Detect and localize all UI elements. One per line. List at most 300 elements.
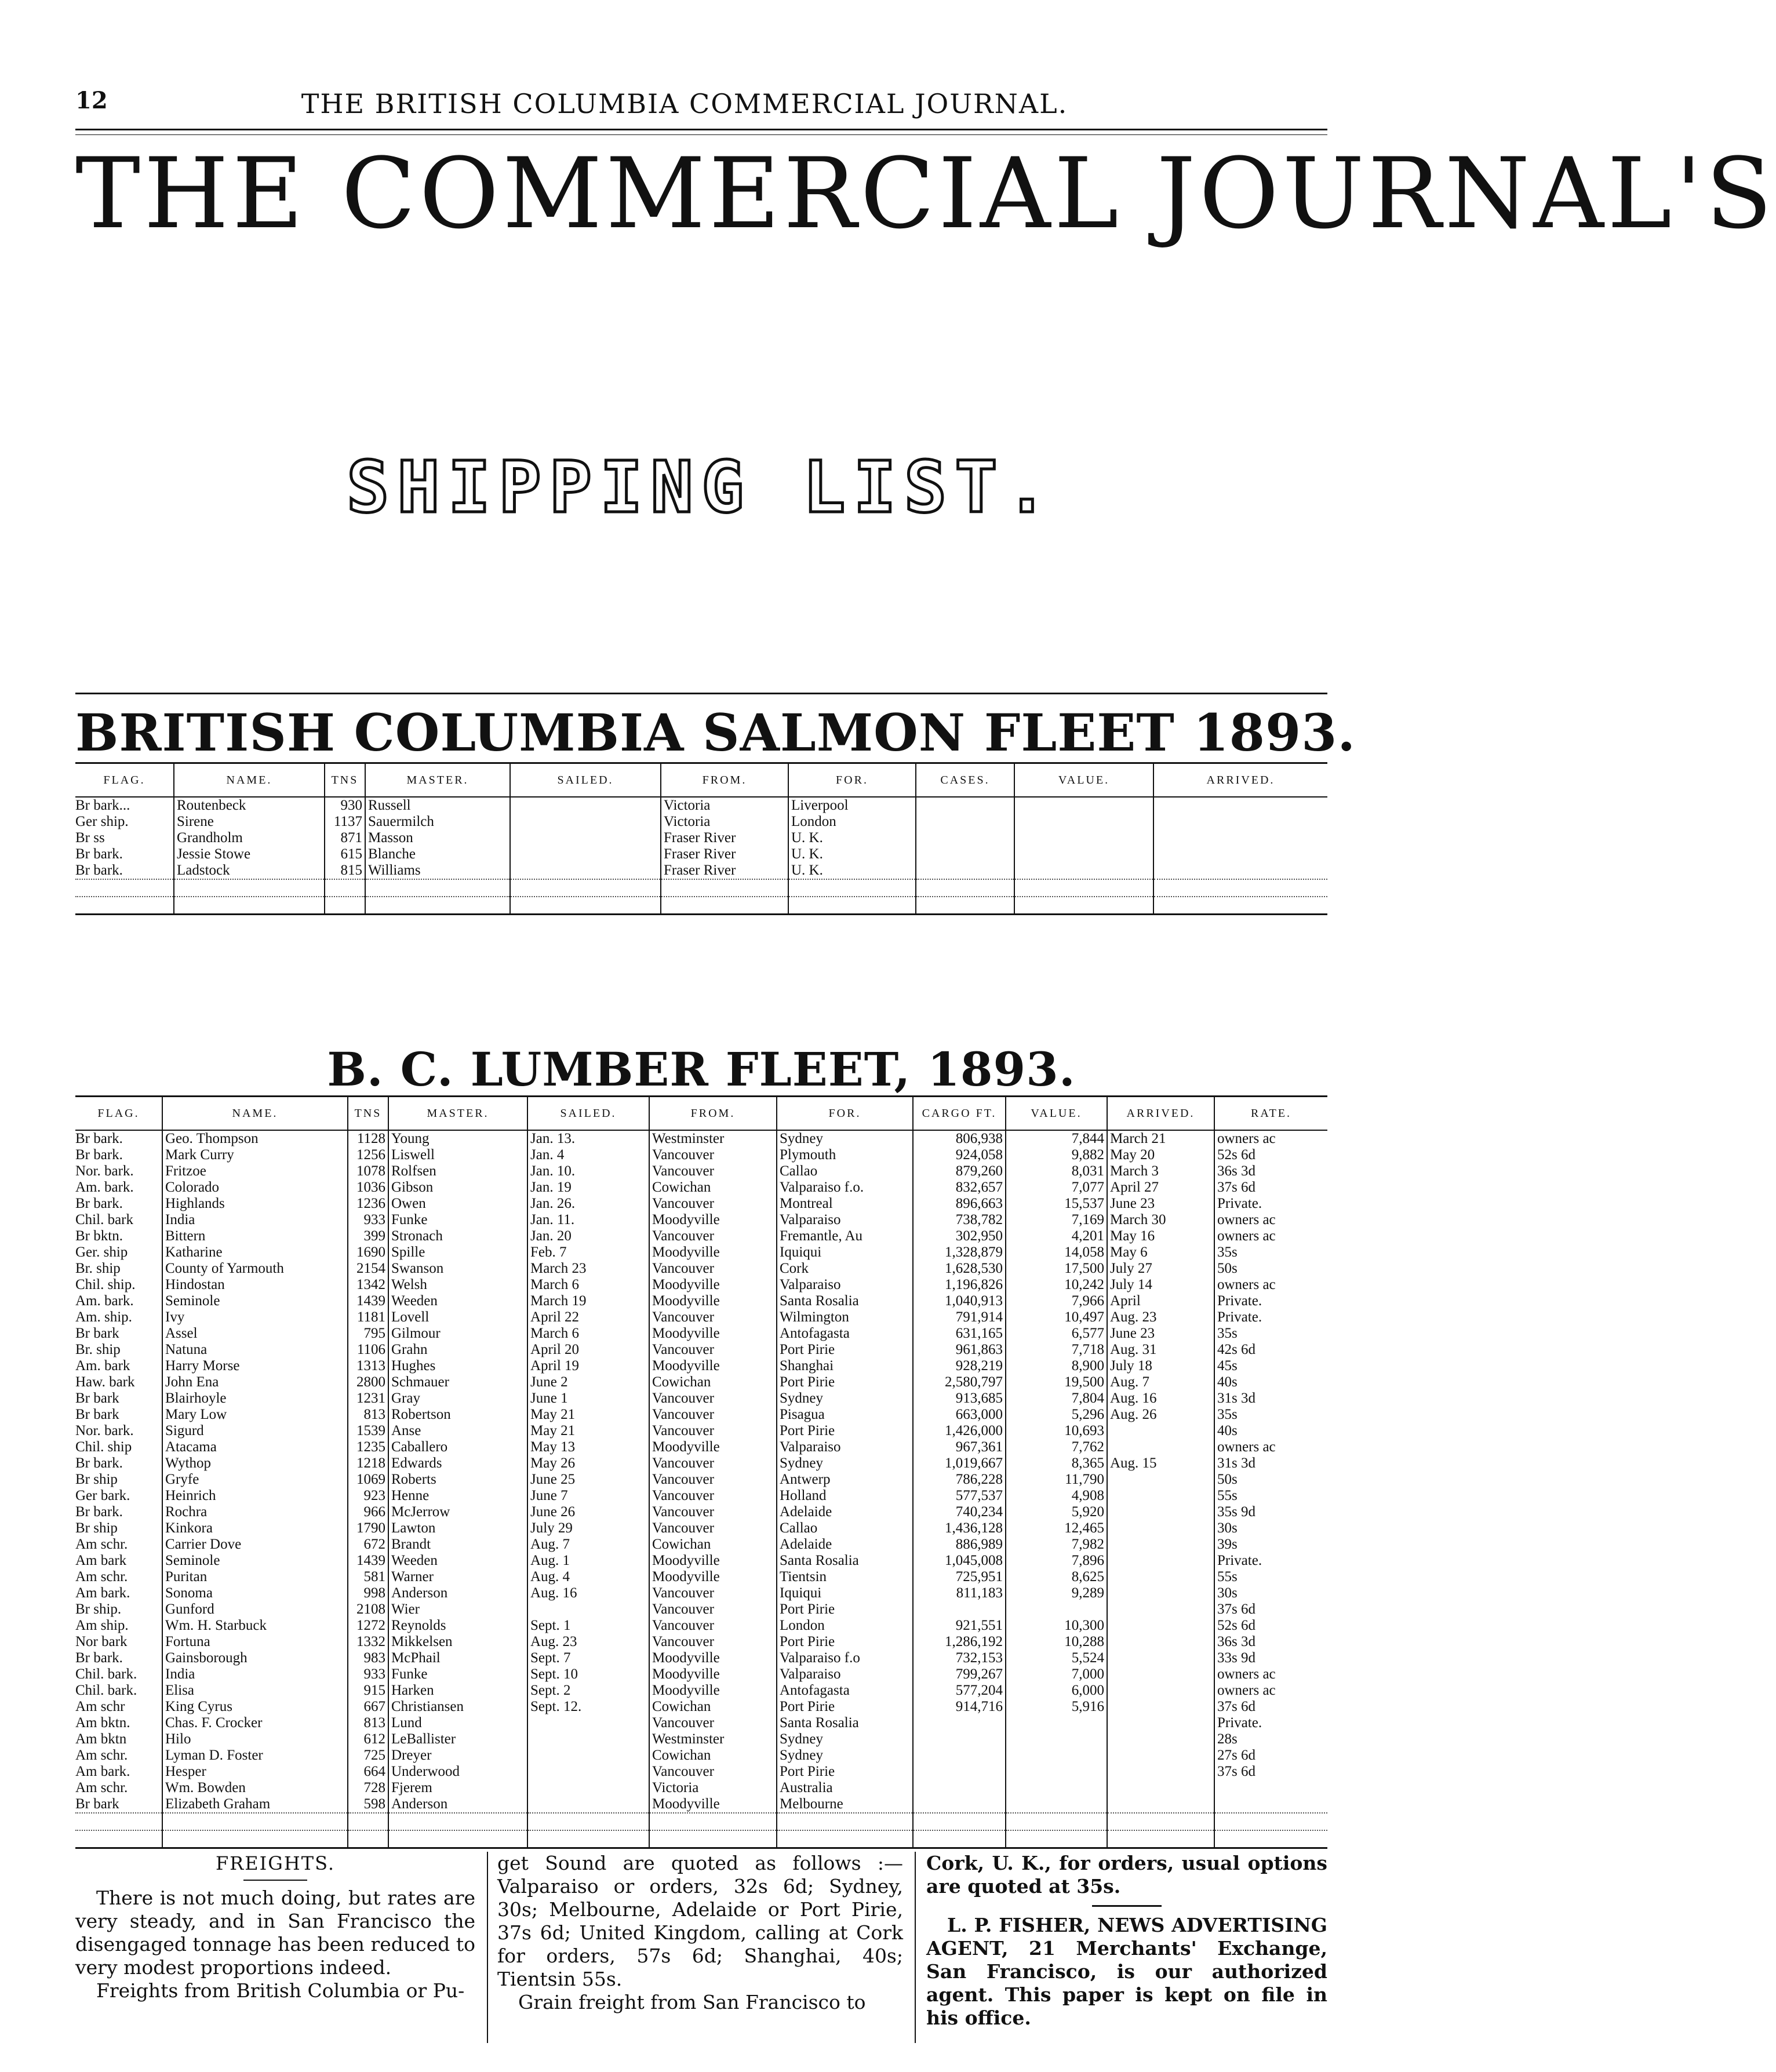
lumber-cell: June 2 [527, 1374, 649, 1390]
salmon-cell: Victoria [661, 814, 788, 830]
salmon-column-header: FLAG. [75, 763, 174, 798]
lumber-cell: 27s 6d [1214, 1747, 1327, 1764]
lumber-cell: May 16 [1107, 1228, 1214, 1244]
lumber-cell: Br bark. [75, 1131, 123, 1146]
lumber-cell: 11,790 [1006, 1472, 1107, 1488]
lumber-cell: Sept. 1 [527, 1618, 649, 1634]
lumber-cell: June 26 [527, 1504, 649, 1520]
lumber-cell: 1,040,913 [913, 1293, 1006, 1309]
lumber-cell: Kinkora [162, 1520, 348, 1536]
lumber-cell: 672 [348, 1536, 388, 1553]
lumber-column-header: MASTER. [388, 1097, 527, 1131]
lumber-cell: Vancouver [649, 1601, 777, 1618]
lumber-cell: Antofagasta [777, 1326, 913, 1342]
lumber-cell: Chil. bark [75, 1212, 133, 1228]
lumber-cell: July 18 [1107, 1358, 1214, 1374]
lumber-cell: Natuna [162, 1342, 348, 1358]
salmon-cell [510, 846, 661, 862]
lumber-cell [1107, 1472, 1214, 1488]
lumber-cell: India [162, 1666, 348, 1683]
freights-heading: FREIGHTS. [215, 1852, 336, 1874]
blank-row [75, 1830, 1327, 1848]
lumber-blank-cell [388, 1830, 527, 1848]
lumber-cell: Br bark [75, 1796, 162, 1813]
lumber-cell: Am ship. [75, 1618, 129, 1633]
salmon-cell [916, 830, 1014, 846]
lumber-cell: March 23 [527, 1261, 649, 1277]
blank-row [75, 879, 1327, 897]
salmon-blank-cell [325, 897, 365, 915]
lumber-cell: Moodyville [649, 1244, 777, 1261]
lumber-cell: 598 [348, 1796, 388, 1813]
table-row [75, 846, 1327, 862]
lumber-cell: Private. [1214, 1553, 1327, 1569]
lumber-cell: 1342 [348, 1277, 388, 1293]
lumber-cell: 2800 [348, 1374, 388, 1390]
lumber-cell: 9,882 [1006, 1147, 1107, 1163]
lumber-cell: 55s [1214, 1488, 1327, 1504]
lumber-cell [913, 1731, 1006, 1747]
lumber-column-header: FLAG. [75, 1097, 162, 1131]
lumber-blank-cell [1006, 1813, 1107, 1830]
lumber-cell: 45s [1214, 1358, 1327, 1374]
lumber-cell: Chas. F. Crocker [162, 1715, 348, 1731]
running-header [0, 87, 1369, 122]
salmon-cell: 930 [325, 797, 365, 814]
lumber-cell: 6,577 [1006, 1326, 1107, 1342]
lumber-cell [913, 1601, 1006, 1618]
lumber-cell: 631,165 [913, 1326, 1006, 1342]
lumber-cell: Sept. 10 [527, 1666, 649, 1683]
salmon-cell: U. K. [788, 846, 916, 862]
lumber-blank-cell [913, 1830, 1006, 1848]
salmon-cell: Sirene [174, 814, 325, 830]
lumber-cell: Haw. bark [75, 1374, 135, 1390]
lumber-cell: Assel [162, 1326, 348, 1342]
salmon-cell: Jessie Stowe [174, 846, 325, 862]
page-number: 12 [75, 87, 108, 114]
column-divider-2 [915, 1852, 916, 2043]
salmon-cell: Fraser River [661, 862, 788, 879]
lumber-cell: Melbourne [777, 1796, 913, 1813]
lumber-cell: Am. bark. [75, 1293, 134, 1309]
lumber-cell: 1218 [348, 1455, 388, 1472]
lumber-blank-cell [75, 1830, 162, 1848]
salmon-fleet-table [75, 762, 1327, 915]
lumber-cell: Anderson [388, 1796, 527, 1813]
lumber-cell: Young [388, 1130, 527, 1147]
salmon-column-header: TNS [325, 763, 365, 798]
lumber-cell: 1106 [348, 1342, 388, 1358]
table-row [75, 1536, 1327, 1553]
salmon-cell: Br bark. [75, 862, 174, 879]
lumber-cell: 2154 [348, 1261, 388, 1277]
salmon-cell: Ger ship. [75, 814, 129, 829]
salmon-cell: Br bark. [75, 846, 123, 862]
lumber-cell [527, 1747, 649, 1764]
lumber-cell: Montreal [777, 1196, 913, 1212]
table-row [75, 1147, 1327, 1163]
table-row [75, 1293, 1327, 1309]
freights-paragraph-5: Cork, U. K., for orders, usual options are quoted at 35s. [926, 1852, 1327, 1898]
lumber-fleet-table [75, 1095, 1327, 1849]
lumber-cell [527, 1715, 649, 1731]
lumber-cell: Moodyville [649, 1277, 777, 1293]
salmon-blank-cell [75, 879, 174, 897]
lumber-cell: Br ship [75, 1472, 118, 1487]
lumber-cell: Nor bark [75, 1634, 128, 1649]
lumber-cell: 50s [1214, 1472, 1327, 1488]
salmon-cell: Routenbeck [174, 797, 325, 814]
lumber-cell [1006, 1715, 1107, 1731]
lumber-cell: Am bktn [75, 1731, 127, 1747]
lumber-cell: April 19 [527, 1358, 649, 1374]
lumber-cell: Aug. 7 [1107, 1374, 1214, 1390]
lumber-cell: Br bktn. [75, 1228, 123, 1244]
lumber-cell: 31s 3d [1214, 1390, 1327, 1407]
lumber-cell: Mary Low [162, 1407, 348, 1423]
lumber-cell: March 30 [1107, 1212, 1214, 1228]
lumber-cell: Port Pirie [777, 1699, 913, 1715]
lumber-cell: Jan. 11. [527, 1212, 649, 1228]
lumber-cell: Sept. 12. [527, 1699, 649, 1715]
salmon-cell [1153, 814, 1327, 830]
lumber-blank-cell [348, 1830, 388, 1848]
lumber-cell: 813 [348, 1715, 388, 1731]
lumber-cell: Jan. 19 [527, 1179, 649, 1196]
lumber-cell [1107, 1699, 1214, 1715]
table-row [75, 1764, 1327, 1780]
salmon-cell: Williams [365, 862, 510, 879]
lumber-cell: Rochra [162, 1504, 348, 1520]
lumber-cell: Sydney [777, 1455, 913, 1472]
lumber-cell: Vancouver [649, 1455, 777, 1472]
table-row [75, 1504, 1327, 1520]
lumber-cell: Hughes [388, 1358, 527, 1374]
lumber-cell [1214, 1780, 1327, 1796]
lumber-cell: 967,361 [913, 1439, 1006, 1455]
salmon-cell [1014, 814, 1153, 830]
lumber-cell: Vancouver [649, 1618, 777, 1634]
lumber-cell: Christiansen [388, 1699, 527, 1715]
lumber-blank-cell [388, 1813, 527, 1830]
lumber-cell: McJerrow [388, 1504, 527, 1520]
lumber-cell: Harry Morse [162, 1358, 348, 1374]
lumber-cell: 791,914 [913, 1309, 1006, 1326]
lumber-cell: Seminole [162, 1553, 348, 1569]
lumber-cell: 1690 [348, 1244, 388, 1261]
lumber-cell [1107, 1488, 1214, 1504]
lumber-cell: 1790 [348, 1520, 388, 1536]
salmon-cell [1153, 862, 1327, 879]
table-row [75, 1780, 1327, 1796]
lumber-cell: Vancouver [649, 1520, 777, 1536]
lumber-cell: Katharine [162, 1244, 348, 1261]
lumber-cell: 998 [348, 1585, 388, 1601]
lumber-cell: Dreyer [388, 1747, 527, 1764]
lumber-cell: Br bark. [75, 1147, 123, 1163]
lumber-cell: Westminster [649, 1731, 777, 1747]
freights-column-3 [926, 1852, 1327, 2030]
lumber-cell: 7,000 [1006, 1666, 1107, 1683]
salmon-cell [1153, 846, 1327, 862]
salmon-cell: Br bark... [75, 798, 130, 813]
table-row [75, 1650, 1327, 1666]
lumber-cell: owners ac [1214, 1212, 1327, 1228]
lumber-column-header: ARRIVED. [1107, 1097, 1214, 1131]
lumber-cell: 52s 6d [1214, 1618, 1327, 1634]
lumber-cell: Wm. H. Starbuck [162, 1618, 348, 1634]
lumber-cell: 1272 [348, 1618, 388, 1634]
lumber-cell: owners ac [1214, 1228, 1327, 1244]
lumber-cell: Port Pirie [777, 1342, 913, 1358]
lumber-cell: 37s 6d [1214, 1601, 1327, 1618]
table-row [75, 1731, 1327, 1747]
lumber-cell: Port Pirie [777, 1764, 913, 1780]
lumber-cell: 4,908 [1006, 1488, 1107, 1504]
lumber-cell: April 27 [1107, 1179, 1214, 1196]
lumber-cell: Am bark. [75, 1764, 130, 1779]
lumber-cell: 1,328,879 [913, 1244, 1006, 1261]
lumber-cell [1107, 1585, 1214, 1601]
lumber-blank-cell [1006, 1830, 1107, 1848]
lumber-blank-cell [777, 1813, 913, 1830]
lumber-cell [1107, 1731, 1214, 1747]
lumber-cell: 10,288 [1006, 1634, 1107, 1650]
salmon-blank-cell [661, 879, 788, 897]
lumber-cell: Valparaiso [777, 1666, 913, 1683]
lumber-cell: 52s 6d [1214, 1147, 1327, 1163]
lumber-blank-cell [1214, 1813, 1327, 1830]
lumber-cell [913, 1747, 1006, 1764]
lumber-cell [913, 1780, 1006, 1796]
lumber-cell: Vancouver [649, 1715, 777, 1731]
lumber-cell: Cowichan [649, 1699, 777, 1715]
lumber-cell: Am bktn. [75, 1715, 130, 1731]
lumber-blank-cell [162, 1813, 348, 1830]
lumber-cell: 577,537 [913, 1488, 1006, 1504]
lumber-cell: 7,804 [1006, 1390, 1107, 1407]
lumber-cell: Schmauer [388, 1374, 527, 1390]
lumber-cell [1006, 1601, 1107, 1618]
lumber-cell: Vancouver [649, 1309, 777, 1326]
lumber-cell: Moodyville [649, 1293, 777, 1309]
table-row [75, 1407, 1327, 1423]
lumber-cell: July 27 [1107, 1261, 1214, 1277]
lumber-cell: 915 [348, 1683, 388, 1699]
salmon-blank-cell [661, 897, 788, 915]
lumber-cell: 914,716 [913, 1699, 1006, 1715]
lumber-column-header: VALUE. [1006, 1097, 1107, 1131]
lumber-cell: Chil. bark. [75, 1683, 137, 1698]
lumber-cell: Cowichan [649, 1747, 777, 1764]
salmon-cell: London [788, 814, 916, 830]
freights-paragraph-4: Grain freight from San Francisco to [518, 1991, 866, 2013]
lumber-cell: 7,762 [1006, 1439, 1107, 1455]
lumber-cell: Pisagua [777, 1407, 913, 1423]
lumber-cell: 6,000 [1006, 1683, 1107, 1699]
lumber-cell: Caballero [388, 1439, 527, 1455]
lumber-cell: June 23 [1107, 1196, 1214, 1212]
lumber-cell: 40s [1214, 1423, 1327, 1439]
lumber-cell: May 13 [527, 1439, 649, 1455]
lumber-cell [1107, 1569, 1214, 1585]
lumber-cell: Grahn [388, 1342, 527, 1358]
lumber-cell: 5,296 [1006, 1407, 1107, 1423]
lumber-cell: Aug. 16 [1107, 1390, 1214, 1407]
lumber-cell: Vancouver [649, 1407, 777, 1423]
lumber-cell: Cowichan [649, 1179, 777, 1196]
lumber-cell: Hilo [162, 1731, 348, 1747]
lumber-cell: 1439 [348, 1553, 388, 1569]
lumber-cell [1107, 1553, 1214, 1569]
lumber-cell: 667 [348, 1699, 388, 1715]
freights-paragraph-3: get Sound are quoted as follows :—Valparaiso or orders, 32s 6d; Sydney, 30s; Melbourne, Adelaide or Port Pirie, 37s 6d; United Kingdom, calling at Cork for orders, 57s 6d; Shanghai, 40s; Tientsin 55s. [497, 1852, 903, 1990]
lumber-cell: Sydney [777, 1390, 913, 1407]
lumber-blank-cell [527, 1830, 649, 1848]
lumber-cell: 40s [1214, 1374, 1327, 1390]
salmon-column-header: CASES. [916, 763, 1014, 798]
salmon-cell: Russell [365, 797, 510, 814]
lumber-cell: Brandt [388, 1536, 527, 1553]
lumber-cell: May 21 [527, 1423, 649, 1439]
lumber-cell: 5,916 [1006, 1699, 1107, 1715]
salmon-cell: 615 [325, 846, 365, 862]
salmon-blank-cell [174, 897, 325, 915]
lumber-cell: 302,950 [913, 1228, 1006, 1244]
lumber-cell: Aug. 31 [1107, 1342, 1214, 1358]
lumber-cell: 35s [1214, 1326, 1327, 1342]
lumber-cell: Wier [388, 1601, 527, 1618]
lumber-cell: 728 [348, 1780, 388, 1796]
lumber-cell: Sept. 2 [527, 1683, 649, 1699]
lumber-cell: Moodyville [649, 1666, 777, 1683]
table-row [75, 1342, 1327, 1358]
lumber-cell: Victoria [649, 1780, 777, 1796]
lumber-cell: Aug. 26 [1107, 1407, 1214, 1423]
lumber-cell: 1236 [348, 1196, 388, 1212]
table-row [75, 1455, 1327, 1472]
lumber-cell: owners ac [1214, 1683, 1327, 1699]
lumber-cell: March 19 [527, 1293, 649, 1309]
lumber-cell: Gilmour [388, 1326, 527, 1342]
lumber-cell [1006, 1764, 1107, 1780]
table-row [75, 1569, 1327, 1585]
lumber-cell: Weeden [388, 1293, 527, 1309]
salmon-blank-cell [1014, 879, 1153, 897]
lumber-cell [1107, 1618, 1214, 1634]
table-row [75, 1374, 1327, 1390]
lumber-cell: Swanson [388, 1261, 527, 1277]
lumber-cell: Jan. 20 [527, 1228, 649, 1244]
salmon-blank-cell [365, 879, 510, 897]
header-rule [75, 129, 1327, 130]
lumber-cell: 933 [348, 1666, 388, 1683]
salmon-column-header: FROM. [661, 763, 788, 798]
lumber-cell: March 21 [1107, 1130, 1214, 1147]
lumber-cell: 35s [1214, 1244, 1327, 1261]
lumber-cell: 933 [348, 1212, 388, 1228]
table-row [75, 1488, 1327, 1504]
freights-heading-rule [243, 1880, 307, 1881]
table-row [75, 1358, 1327, 1374]
lumber-cell: July 14 [1107, 1277, 1214, 1293]
lumber-cell: Am schr. [75, 1780, 128, 1796]
salmon-blank-cell [510, 879, 661, 897]
lumber-column-header: FROM. [649, 1097, 777, 1131]
lumber-cell: Liswell [388, 1147, 527, 1163]
lumber-cell: Sonoma [162, 1585, 348, 1601]
lumber-blank-cell [348, 1813, 388, 1830]
lumber-cell: 8,365 [1006, 1455, 1107, 1472]
lumber-cell: 1128 [348, 1130, 388, 1147]
lumber-cell: Gibson [388, 1179, 527, 1196]
table-row [75, 1277, 1327, 1293]
lumber-cell: Wm. Bowden [162, 1780, 348, 1796]
lumber-cell: Fremantle, Au [777, 1228, 913, 1244]
lumber-cell: 879,260 [913, 1163, 1006, 1179]
lumber-cell: Wilmington [777, 1309, 913, 1326]
lumber-cell: 1231 [348, 1390, 388, 1407]
section-rule [75, 693, 1327, 694]
lumber-cell: Br bark. [75, 1504, 123, 1520]
lumber-cell [1107, 1747, 1214, 1764]
salmon-cell: Ladstock [174, 862, 325, 879]
lumber-cell: Private. [1214, 1309, 1327, 1326]
lumber-cell: Puritan [162, 1569, 348, 1585]
lumber-cell: Valparaiso [777, 1212, 913, 1228]
lumber-cell: Jan. 13. [527, 1130, 649, 1147]
lumber-cell: 7,982 [1006, 1536, 1107, 1553]
lumber-cell: 2108 [348, 1601, 388, 1618]
lumber-cell: April 22 [527, 1309, 649, 1326]
table-row [75, 1683, 1327, 1699]
lumber-cell: 983 [348, 1650, 388, 1666]
lumber-cell: Valparaiso [777, 1439, 913, 1455]
lumber-cell [1107, 1423, 1214, 1439]
lumber-cell: Sept. 7 [527, 1650, 649, 1666]
lumber-cell [1006, 1796, 1107, 1813]
salmon-cell: 815 [325, 862, 365, 879]
lumber-cell: Robertson [388, 1407, 527, 1423]
lumber-cell: Nor. bark. [75, 1423, 134, 1439]
salmon-cell: Liverpool [788, 797, 916, 814]
lumber-cell: Sigurd [162, 1423, 348, 1439]
lumber-cell: Warner [388, 1569, 527, 1585]
table-row [75, 1634, 1327, 1650]
lumber-cell: 896,663 [913, 1196, 1006, 1212]
lumber-cell: Chil. ship [75, 1439, 132, 1455]
lumber-cell: May 21 [527, 1407, 649, 1423]
salmon-cell [1014, 797, 1153, 814]
lumber-cell: 1181 [348, 1309, 388, 1326]
lumber-cell: Aug. 16 [527, 1585, 649, 1601]
lumber-cell: Ger. ship [75, 1244, 128, 1260]
lumber-cell: 7,844 [1006, 1130, 1107, 1147]
lumber-cell: March 3 [1107, 1163, 1214, 1179]
lumber-cell: Sydney [777, 1747, 913, 1764]
lumber-cell: Welsh [388, 1277, 527, 1293]
lumber-cell: 37s 6d [1214, 1179, 1327, 1196]
lumber-header-row [75, 1097, 1327, 1131]
salmon-blank-cell [365, 897, 510, 915]
table-row [75, 1228, 1327, 1244]
lumber-cell: 921,551 [913, 1618, 1006, 1634]
salmon-column-header: NAME. [174, 763, 325, 798]
lumber-cell: Private. [1214, 1715, 1327, 1731]
lumber-cell: India [162, 1212, 348, 1228]
lumber-cell: 1235 [348, 1439, 388, 1455]
